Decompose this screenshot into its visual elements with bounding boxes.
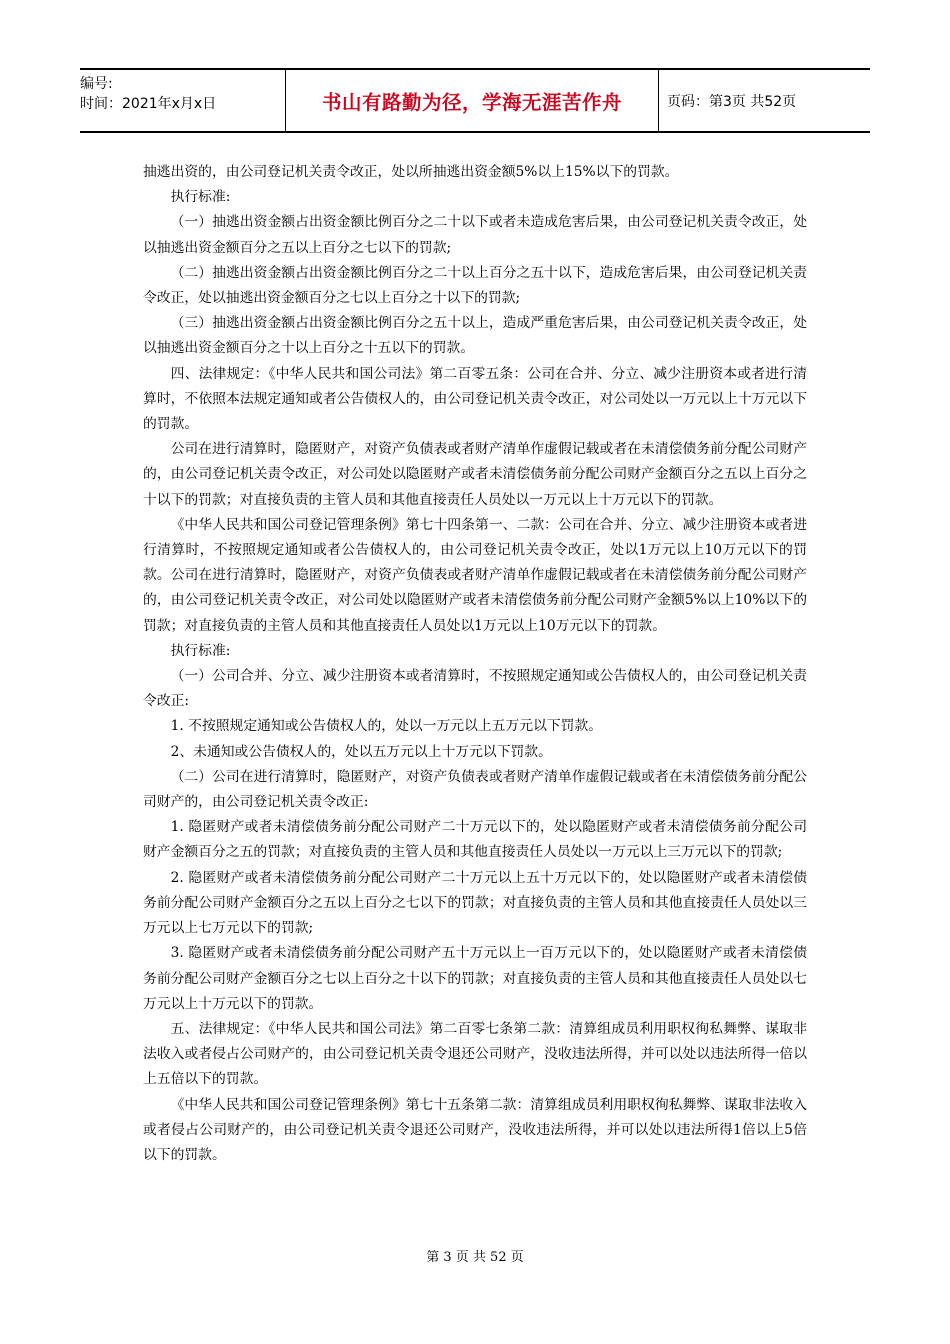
paragraph: （三）抽逃出资金额占出资金额比例百分之五十以上，造成严重危害后果，由公司登记机关责令改正，处以抽逃出资金额百分之十以上百分之十五以下的罚款。 (143, 315, 807, 357)
paragraph: （二）抽逃出资金额占出资金额比例百分之二十以上百分之五十以下，造成危害后果，由公司登记机关责令改正，处以抽逃出资金额百分之七以上百分之十以下的罚款; (143, 264, 807, 307)
page-header (80, 68, 870, 133)
paragraph: 2、未通知或公告债权人的，处以五万元以上十万元以下罚款。 (170, 743, 552, 760)
document-time-label: 时间：2021年x月x日 (80, 96, 217, 112)
paragraph: （一）公司合并、分立、减少注册资本或者清算时，不按照规定通知或公告债权人的，由公司登记机关责令改正: (143, 668, 807, 710)
paragraph: 《中华人民共和国公司登记管理条例》第七十五条第二款：清算组成员利用职权徇私舞弊、谋取非法收入或者侵占公司财产的，由公司登记机关责令退还公司财产，没收违法所得，并可以处以违法所得1倍以上5倍以下的罚款。 (143, 1096, 807, 1163)
paragraph: 执行标准: (170, 189, 231, 206)
header-meta (80, 70, 285, 131)
paragraph: 1. 不按照规定通知或公告债权人的，处以一万元以上五万元以下罚款。 (170, 718, 603, 735)
header-page-number: 页码：第3页 共52页 (667, 93, 797, 110)
paragraph: （二）公司在进行清算时，隐匿财产，对资产负债表或者财产清单作虚假记载或者在未清偿债务前分配公司财产的，由公司登记机关责令改正: (143, 768, 807, 811)
paragraph: 2. 隐匿财产或者未清偿债务前分配公司财产二十万元以上五十万元以下的，处以隐匿财产或者未清偿债务前分配公司财产金额百分之五以上百分之七以下的罚款；对直接负责的主管人员和其他直接责任人员处以三万元以上七万元以下的罚款; (143, 869, 807, 937)
header-motto: 书山有路勤为径，学海无涯苦作舟 (285, 70, 659, 131)
paragraph: 1. 隐匿财产或者未清偿债务前分配公司财产二十万元以下的，处以隐匿财产或者未清偿债务前分配公司财产金额百分之五的罚款；对直接负责的主管人员和其他直接责任人员处以一万元以上三万元以下的罚款; (143, 819, 807, 861)
paragraph: （一）抽逃出资金额占出资金额比例百分之二十以下或者未造成危害后果，由公司登记机关责令改正，处以抽逃出资金额百分之五以上百分之七以下的罚款; (143, 214, 807, 256)
paragraph: 执行标准: (170, 642, 231, 659)
document-number-label: 编号: (80, 76, 113, 92)
paragraph: 3. 隐匿财产或者未清偿债务前分配公司财产五十万元以上一百万元以下的，处以隐匿财产或者未清偿债务前分配公司财产金额百分之七以上百分之十以下的罚款；对直接负责的主管人员和其他直接责任人员处以七万元以上十万元以下的罚款。 (143, 945, 807, 1012)
paragraph: 《中华人民共和国公司登记管理条例》第七十四条第一、二款：公司在合并、分立、减少注册资本或者进行清算时，不按照规定通知或者公告债权人的，由公司登记机关责令改正，处以1万元以上10万元以下的罚款。公司在进行清算时，隐匿财产，对资产负债表或者财产清单作虚假记载或者在未清偿债务前分配公司财产的，由公司登记机关责令改正，对公司处以隐匿财产或者未清偿债务前分配公司财产金额5%以上10%以下的罚款；对直接负责的主管人员和其他直接责任人员处以1万元以上10万元以下的罚款。 (143, 516, 807, 634)
paragraph: 五、法律规定：《中华人民共和国公司法》第二百零七条第二款：清算组成员利用职权徇私舞弊、谋取非法收入或者侵占公司财产的，由公司登记机关责令退还公司财产，没收违法所得，并可以处以违法所得一倍以上五倍以下的罚款。 (143, 1020, 807, 1088)
page-footer: 第 3 页 共 52 页 (426, 1250, 524, 1265)
paragraph: 抽逃出资的，由公司登记机关责令改正，处以所抽逃出资金额5%以上15%以下的罚款。 (143, 164, 679, 180)
paragraph: 四、法律规定：《中华人民共和国公司法》第二百零五条：公司在合并、分立、减少注册资本或者进行清算时，不依照本法规定通知或者公告债权人的，由公司登记机关责令改正，对公司处以一万元以上十万元以下的罚款。 (143, 365, 807, 433)
paragraph: 公司在进行清算时，隐匿财产，对资产负债表或者财产清单作虚假记载或者在未清偿债务前分配公司财产的，由公司登记机关责令改正，对公司处以隐匿财产或者未清偿债务前分配公司财产金额百分之五以上百分之十以下的罚款；对直接负责的主管人员和其他直接责任人员处以一万元以上十万元以下的罚款。 (143, 441, 807, 508)
document-body (143, 160, 807, 1168)
